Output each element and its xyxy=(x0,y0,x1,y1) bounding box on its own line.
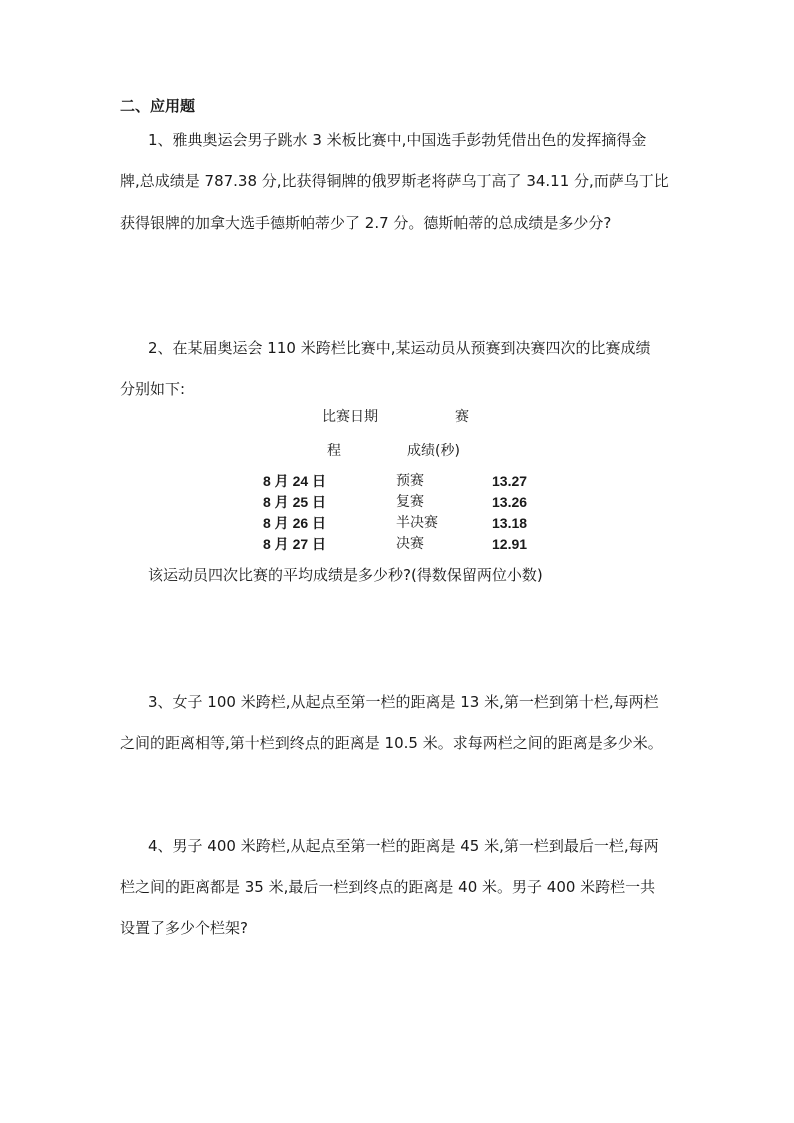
q1-line2: 牌,总成绩是 787.38 分,比获得铜牌的俄罗斯老将萨乌丁高了 34.11 分,而萨乌丁比 xyxy=(120,172,669,190)
q2-question: 该运动员四次比赛的平均成绩是多少秒?(得数保留两位小数) xyxy=(148,566,543,584)
table-row-1-stage: 预赛 xyxy=(396,473,424,489)
table-row-4-score: 12.91 xyxy=(492,536,528,552)
table-row-2-date: 8 月 25 日 xyxy=(263,494,327,510)
table-row-3-date: 8 月 26 日 xyxy=(263,515,327,531)
q3-line1: 3、女子 100 米跨栏,从起点至第一栏的距离是 13 米,第一栏到第十栏,每两栏 xyxy=(148,693,659,711)
table-header-date: 比赛日期 xyxy=(322,409,378,425)
table-row-3-stage: 半决赛 xyxy=(396,515,438,531)
q3-line2: 之间的距离相等,第十栏到终点的距离是 10.5 米。求每两栏之间的距离是多少米。 xyxy=(120,734,663,752)
table-row-2-score: 13.26 xyxy=(492,494,528,510)
q1-line1: 1、雅典奥运会男子跳水 3 米板比赛中,中国选手彭勃凭借出色的发挥摘得金 xyxy=(148,131,647,149)
table-row-4-stage: 决赛 xyxy=(396,536,424,552)
table-header-stage-part2: 程 xyxy=(327,443,341,459)
section-title: 二、应用题 xyxy=(120,97,196,115)
q4-line2: 栏之间的距离都是 35 米,最后一栏到终点的距离是 40 米。男子 400 米跨栏一共 xyxy=(120,878,656,896)
q4-line3: 设置了多少个栏架? xyxy=(120,919,248,937)
table-row-1-score: 13.27 xyxy=(492,473,528,489)
table-row-4-date: 8 月 27 日 xyxy=(263,536,327,552)
q2-line2: 分别如下: xyxy=(120,380,186,398)
table-row-2-stage: 复赛 xyxy=(396,494,424,510)
table-header-stage-part1: 赛 xyxy=(455,409,469,425)
q2-line1: 2、在某届奥运会 110 米跨栏比赛中,某运动员从预赛到决赛四次的比赛成绩 xyxy=(148,339,651,357)
table-row-3-score: 13.18 xyxy=(492,515,528,531)
q1-line3: 获得银牌的加拿大选手德斯帕蒂少了 2.7 分。德斯帕蒂的总成绩是多少分? xyxy=(120,214,612,232)
q4-line1: 4、男子 400 米跨栏,从起点至第一栏的距离是 45 米,第一栏到最后一栏,每两 xyxy=(148,837,659,855)
table-row-1-date: 8 月 24 日 xyxy=(263,473,327,489)
table-header-score: 成绩(秒) xyxy=(407,443,460,459)
